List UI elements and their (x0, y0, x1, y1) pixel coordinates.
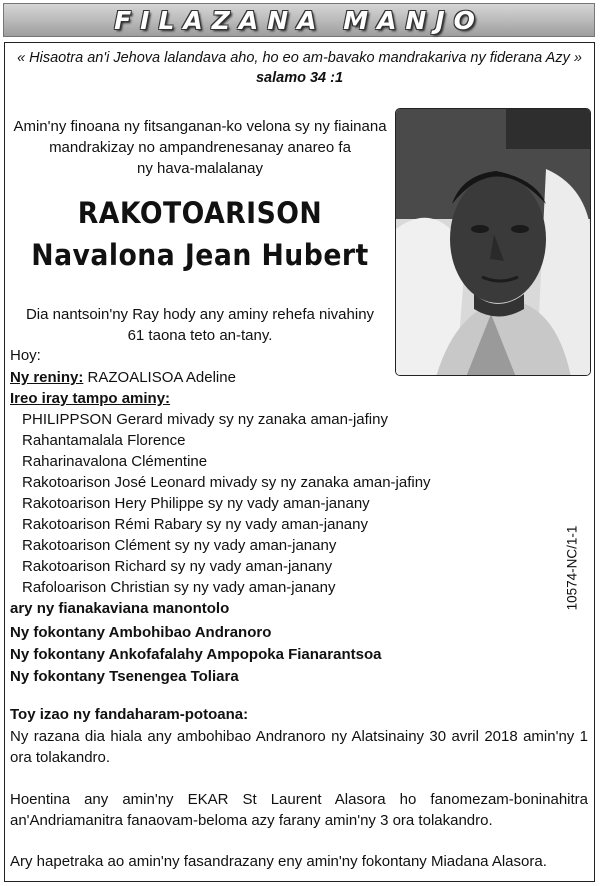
family-group-item: Ny fokontany Tsenengea Toliara (10, 668, 239, 685)
sibling-item: Rakotoarison José Leonard mivady sy ny zanaka aman-jafiny (22, 474, 431, 491)
family-group-item: Ny fokontany Ambohibao Andranoro (10, 624, 272, 641)
family-group-item: Ny fokontany Ankofafalahy Ampopoka Fianarantsoa (10, 646, 382, 663)
hoy-label: Hoy: (10, 347, 41, 364)
deceased-surname: RAKOTOARISON (77, 196, 323, 230)
death-notice-line-1: Dia nantsoin'ny Ray hody any aminy rehefa nivahiny (25, 306, 375, 323)
mother-label: Ny reniny: (10, 369, 84, 386)
sibling-item: Raharinavalona Clémentine (22, 453, 208, 470)
verse-reference: salamo 34 :1 (255, 70, 344, 86)
bible-verse: « Hisaotra an'i Jehova lalandava aho, ho eo am-bavako mandrakariva ny fiderana Azy » (17, 50, 582, 66)
family-group-item: ary ny fianakaviana manontolo (10, 600, 230, 617)
schedule-paragraph-2: Hoentina any amin'ny EKAR St Laurent Alasora ho fanomezam-boninahitra an'Andriamanitra fanaovam-beloma azy farany amin'ny 3 ora tolakandro. (10, 791, 588, 829)
sibling-item: Rakotoarison Hery Philippe sy ny vady aman-janany (22, 495, 370, 512)
deceased-given-names: Navalona Jean Hubert (31, 238, 369, 272)
intro-line-2: mandrakizay no ampandrenesanay anareo fa (49, 139, 351, 156)
sibling-item: Rafoloarison Christian sy ny vady aman-janany (22, 579, 336, 596)
sibling-item: Rakotoarison Clément sy ny vady aman-janany (22, 537, 337, 554)
notice-title: FILAZANA MANJO (114, 5, 484, 35)
siblings-label: Ireo iray tampo aminy: (10, 390, 171, 407)
schedule-paragraph-3: Ary hapetraka ao amin'ny fasandrazany eny amin'ny fokontany Miadana Alasora. (10, 853, 547, 870)
death-notice (10, 304, 390, 346)
death-notice-line-2: 61 taona teto an-tany. (127, 327, 273, 344)
deceased-photo (395, 108, 591, 376)
intro-line-3: ny hava-malalanay (137, 160, 263, 177)
intro-text (10, 116, 390, 179)
mother-line (10, 369, 236, 386)
mother-name: RAZOALISOA Adeline (83, 369, 236, 386)
intro-line-1: Amin'ny finoana ny fitsanganan-ko velona sy ny fiainana (13, 118, 387, 135)
sibling-item: Rakotoarison Rémi Rabary sy ny vady aman-janany (22, 516, 368, 533)
sibling-item: PHILIPPSON Gerard mivady sy ny zanaka aman-jafiny (22, 411, 388, 428)
notice-header-banner (3, 3, 595, 37)
portrait-illustration (396, 109, 591, 376)
schedule-heading: Toy izao ny fandaharam-potoana: (10, 706, 249, 723)
reference-code: 10574-NC/1-1 (564, 525, 580, 611)
schedule-paragraph-1: Ny razana dia hiala any ambohibao Andranoro ny Alatsinainy 30 avril 2018 amin'ny 1 ora tolakandro. (10, 728, 588, 766)
sibling-item: Rahantamalala Florence (22, 432, 186, 449)
sibling-item: Rakotoarison Richard sy ny vady aman-janany (22, 558, 333, 575)
